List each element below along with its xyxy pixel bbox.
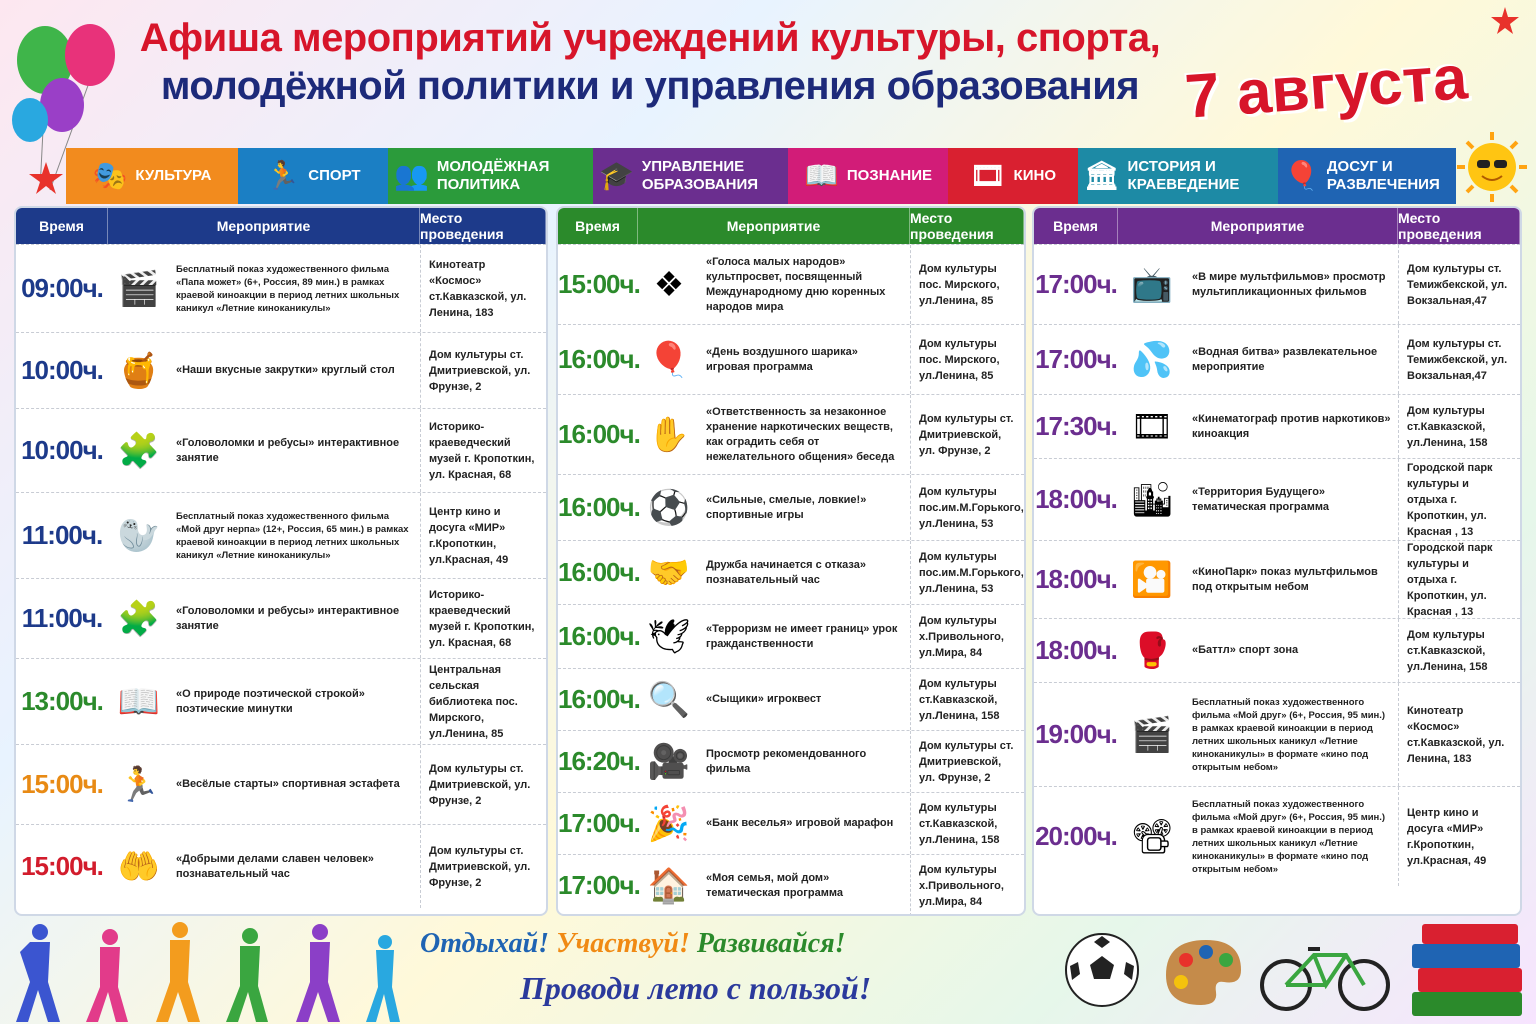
graduation-cap-icon: 🎓 (599, 160, 634, 191)
schedule-row (1034, 618, 1520, 682)
schedule-row (16, 824, 546, 908)
header-event: Мероприятие (1118, 208, 1398, 244)
event-title: «Кинематограф против наркотиков» киноакция (1192, 412, 1391, 440)
schedule-row (1034, 682, 1520, 786)
schedule-row (1034, 244, 1520, 324)
film-projector-icon: 📽 (1130, 817, 1174, 856)
header-event: Мероприятие (108, 208, 420, 244)
slogan-line-2: Проводи лето с пользой! (520, 970, 872, 1006)
family-house-icon: 🏠 (647, 866, 691, 905)
header-place: Место проведения (910, 208, 1024, 244)
schedule-row (558, 730, 1024, 792)
event-title: «Водная битва» развлекательное мероприятие (1192, 345, 1378, 373)
event-place: Дом культуры ст.Кавказской, ул.Ленина, 158 (1398, 395, 1520, 458)
category-graduation-cap (593, 148, 788, 204)
schedule-row (558, 474, 1024, 540)
category-theater-masks (66, 148, 238, 204)
outdoor-cinema-icon: 🎦 (1130, 560, 1174, 599)
heart-hands-icon: 🤲 (117, 847, 161, 886)
jam-jars-icon: 🍯 (117, 351, 161, 390)
star-icon (28, 160, 64, 196)
category-label: СПОРТ (308, 167, 361, 184)
event-time: 16:00ч. (558, 557, 640, 587)
event-place: Дом культуры ст.Кавказской, ул.Ленина, 158 (1398, 619, 1520, 682)
event-title: Бесплатный показ художественного фильма «Мой друг» (6+, Россия, 95 мин.) в рамках краевой киноакции в период летних школьных каникул «Летние киноканикулы» в формате «кино под открытым небом» (1192, 696, 1386, 773)
event-place: Дом культуры х.Привольного, ул.Мира, 84 (910, 855, 1024, 916)
ornament-icon: ❖ (653, 265, 685, 304)
event-place: Дом культуры пос.им.М.Горького, ул.Ленина, 53 (910, 541, 1024, 604)
category-bar (66, 148, 1456, 204)
event-title: «Территория Будущего» тематическая программа (1192, 485, 1329, 513)
header-time: Время (16, 208, 108, 244)
schedule-row (558, 394, 1024, 474)
soccer-ball-icon: ⚽ (647, 488, 691, 527)
event-time: 10:00ч. (21, 435, 103, 465)
star-icon (1490, 6, 1520, 36)
event-title: Бесплатный показ художественного фильма «Мой друг нерпа» (12+, Россия, 65 мин.) в рамках краевой киноакции в период летних школьных каникул «Летние киноканикулы» (176, 510, 409, 561)
magnifier-icon: 🔍 (647, 680, 691, 719)
category-film-reel (948, 148, 1078, 204)
event-place: Дом культуры ст.Кавказской, ул.Ленина, 158 (910, 669, 1024, 730)
film-clapper-icon: 🎬 (1130, 715, 1174, 754)
event-title: «Голоса малых народов» культпросвет, посвященный Международному дню коренных народов мира (706, 255, 886, 313)
schedule-row (16, 332, 546, 408)
slogan-rest: Отдыхай! (420, 928, 550, 959)
people-icon: 👥 (394, 160, 429, 191)
event-place: Дом культуры пос. Мирского, ул.Ленина, 85 (910, 325, 1024, 394)
city-icon: 🏙 (1130, 480, 1174, 519)
event-place: Дом культуры ст. Дмитриевской, ул. Фрунзе, 2 (420, 333, 546, 408)
schedule-row (558, 792, 1024, 854)
event-place: Дом культуры ст. Дмитриевской, ул. Фрунзе, 2 (420, 825, 546, 908)
event-time: 13:00ч. (21, 686, 103, 716)
event-place: Кинотеатр «Космос» ст.Кавказской, ул. Ленина, 183 (1398, 683, 1520, 786)
handshake-icon: 🤝 (647, 553, 691, 592)
category-label: ДОСУГ И РАЗВЛЕЧЕНИЯ (1326, 158, 1440, 193)
schedule-row (558, 540, 1024, 604)
event-place: Центр кино и досуга «МИР» г.Кропоткин, ул.Красная, 49 (420, 493, 546, 578)
event-time: 19:00ч. (1035, 719, 1117, 749)
category-label: ИСТОРИЯ И КРАЕВЕДЕНИЕ (1127, 158, 1240, 193)
runners-icon: 🏃 (117, 765, 161, 804)
event-place: Дом культуры ст. Дмитриевской, ул. Фрунзе, 2 (910, 395, 1024, 474)
schedule-row (558, 324, 1024, 394)
event-title: «Добрыми делами славен человек» познавательный час (176, 852, 374, 880)
category-people (388, 148, 593, 204)
event-time: 11:00ч. (21, 603, 103, 633)
schedule-column-3 (1032, 206, 1522, 916)
schedule-row (16, 408, 546, 492)
event-place: Центральная сельская библиотека пос. Мирского, ул.Ленина, 85 (420, 659, 546, 744)
category-label: КИНО (1013, 167, 1056, 184)
column-header (558, 208, 1024, 244)
books-stack-icon (1408, 922, 1528, 1022)
event-place: Историко-краеведческий музей г. Кропоткин, ул. Красная, 68 (420, 409, 546, 492)
bicycle-icon (1256, 935, 1396, 1015)
film-strip-icon: 🎞 (1130, 407, 1174, 446)
event-place: Дом культуры ст. Темижбекской, ул. Вокзальная,47 (1398, 325, 1520, 394)
slogan-line-1 (420, 928, 846, 960)
header-time: Время (558, 208, 638, 244)
category-book (788, 148, 948, 204)
header-time: Время (1034, 208, 1118, 244)
event-place: Дом культуры х.Привольного, ул.Мира, 84 (910, 605, 1024, 668)
event-time: 20:00ч. (1035, 821, 1117, 851)
event-place: Дом культуры ст. Дмитриевской, ул. Фрунзе, 2 (420, 745, 546, 824)
party-popper-icon: 🎉 (647, 804, 691, 843)
event-place: Городской парк культуры и отдыха г. Кропоткин, ул. Красная , 13 (1398, 541, 1520, 618)
category-label: КУЛЬТУРА (135, 167, 212, 184)
category-label: ПОЗНАНИЕ (846, 167, 932, 184)
event-time: 16:00ч. (558, 419, 640, 449)
event-place: Городской парк культуры и отдыха г. Кропоткин, ул. Красная , 13 (1398, 459, 1520, 540)
sun-icon (1455, 130, 1530, 205)
dancers-silhouettes (0, 912, 420, 1024)
event-title: «Ответственность за незаконное хранение наркотических веществ, как оградить себя от нежелательного общения» беседа (706, 405, 895, 463)
category-balloons (1278, 148, 1456, 204)
column-header (16, 208, 546, 244)
event-time: 18:00ч. (1035, 564, 1117, 594)
event-title: «КиноПарк» показ мультфильмов под открытым небом (1192, 565, 1378, 593)
event-time: 15:00ч. (21, 769, 103, 799)
schedule-row (1034, 394, 1520, 458)
event-title: «Терроризм не имеет границ» урок гражданственности (706, 622, 898, 650)
event-time: 18:00ч. (1035, 635, 1117, 665)
event-time: 16:00ч. (558, 684, 640, 714)
schedule-row (1034, 458, 1520, 540)
event-title: «О природе поэтической строкой» поэтические минутки (176, 687, 365, 715)
title-line-1: Афиша мероприятий учреждений культуры, спорта, (139, 16, 1161, 60)
schedule-row (1034, 324, 1520, 394)
poster-title (130, 14, 1170, 110)
boxing-gloves-icon: 🥊 (1130, 631, 1174, 670)
schedule-row (16, 578, 546, 658)
event-title: «Сильные, смелые, ловкие!» спортивные игры (706, 493, 867, 521)
schedule-row (1034, 540, 1520, 618)
film-reel-icon: 🎞 (970, 160, 1006, 191)
balloons-icon: 🎈 (647, 340, 691, 379)
event-time: 17:00ч. (1035, 344, 1117, 374)
event-title: Бесплатный показ художественного фильма «Папа может» (6+, Россия, 89 мин.) в рамках краевой киноакции в период летних школьных каникул «Летние киноканикулы» (176, 263, 400, 314)
category-label: УПРАВЛЕНИЕ ОБРАЗОВАНИЯ (641, 158, 759, 193)
theater-masks-icon: 🎭 (92, 160, 128, 191)
schedule-row (1034, 786, 1520, 886)
event-time: 17:00ч. (558, 808, 640, 838)
movie-camera-icon: 🎥 (647, 742, 691, 781)
event-time: 10:00ч. (21, 355, 103, 385)
event-time: 17:30ч. (1035, 411, 1117, 441)
schedule-row (558, 668, 1024, 730)
event-title: «Головоломки и ребусы» интерактивное занятие (176, 604, 400, 632)
event-title: «Наши вкусные закрутки» круглый стол (176, 364, 395, 376)
puzzle-icon: 🧩 (117, 431, 161, 470)
water-splash-icon: 💦 (1130, 340, 1174, 379)
header-place: Место проведения (420, 208, 546, 244)
schedule-row (16, 244, 546, 332)
schedule-column-1 (14, 206, 548, 916)
seal-icon: 🦭 (117, 516, 161, 555)
event-place: Кинотеатр «Космос» ст.Кавказской, ул. Ленина, 183 (420, 245, 546, 332)
header-event: Мероприятие (638, 208, 910, 244)
event-place: Дом культуры ст. Темижбекской, ул. Вокзальная,47 (1398, 245, 1520, 324)
header-place: Место проведения (1398, 208, 1520, 244)
event-place: Центр кино и досуга «МИР» г.Кропоткин, ул.Красная, 49 (1398, 787, 1520, 886)
event-title: Бесплатный показ художественного фильма «Мой друг» (6+, Россия, 95 мин.) в рамках краевой киноакции в период летних школьных каникул «Летние киноканикулы» в формате «кино под открытым небом» (1192, 798, 1386, 875)
event-place: Дом культуры ст. Дмитриевской, ул. Фрунзе, 2 (910, 731, 1024, 792)
runner-icon: 🏃 (265, 160, 301, 191)
event-time: 16:00ч. (558, 344, 640, 374)
event-time: 15:00ч. (558, 269, 640, 299)
book-quill-icon: 📖 (117, 682, 161, 721)
schedule-row (16, 658, 546, 744)
museum-icon: 🏛 (1084, 160, 1120, 191)
event-title: «Сыщики» игроквест (706, 693, 822, 705)
schedule-row (558, 244, 1024, 324)
event-time: 16:20ч. (558, 746, 640, 776)
event-title: «Моя семья, мой дом» тематическая программа (706, 871, 843, 899)
event-title: «В мире мультфильмов» просмотр мультипликационных фильмов (1192, 270, 1386, 298)
puzzle-icon: 🧩 (117, 599, 161, 638)
title-line-2: молодёжной политики и управления образования (160, 64, 1140, 108)
event-title: Просмотр рекомендованного фильма (706, 747, 867, 775)
category-runner (238, 148, 388, 204)
event-title: «Баттл» спорт зона (1192, 644, 1299, 656)
schedule-row (16, 492, 546, 578)
event-time: 09:00ч. (21, 273, 103, 303)
soccer-ball-icon (1062, 930, 1142, 1010)
event-title: «День воздушного шарика» игровая программа (706, 345, 858, 373)
event-time: 17:00ч. (558, 870, 640, 900)
schedule-column-2 (556, 206, 1026, 916)
retro-tv-icon: 📺 (1130, 265, 1174, 304)
dove-icon: 🕊 (647, 617, 691, 656)
slogan-participate: Участвуй! (556, 928, 690, 959)
category-museum (1078, 148, 1278, 204)
schedule-row (558, 854, 1024, 916)
category-label: МОЛОДЁЖНАЯ ПОЛИТИКА (436, 158, 550, 193)
event-time: 11:00ч. (21, 520, 103, 550)
event-place: Дом культуры ст.Кавказской, ул.Ленина, 158 (910, 793, 1024, 854)
event-time: 15:00ч. (21, 851, 103, 881)
event-title: «Головоломки и ребусы» интерактивное занятие (176, 436, 400, 464)
event-time: 18:00ч. (1035, 484, 1117, 514)
palette-icon (1156, 930, 1246, 1010)
stop-hand-icon: ✋ (647, 415, 691, 454)
event-title: «Банк веселья» игровой марафон (706, 817, 894, 829)
book-icon: 📖 (803, 160, 839, 191)
slogan-develop: Развивайся! (696, 928, 846, 959)
schedule-row (16, 744, 546, 824)
balloons-icon: 🎈 (1284, 160, 1319, 191)
event-title: «Весёлые старты» спортивная эстафета (176, 778, 400, 790)
event-time: 17:00ч. (1035, 269, 1117, 299)
film-clapper-icon: 🎬 (117, 269, 161, 308)
event-title: Дружба начинается с отказа» познавательный час (706, 558, 866, 586)
column-header (1034, 208, 1520, 244)
event-place: Дом культуры пос.им.М.Горького, ул.Ленина, 53 (910, 475, 1024, 540)
event-time: 16:00ч. (558, 621, 640, 651)
event-place: Дом культуры пос. Мирского, ул.Ленина, 85 (910, 245, 1024, 324)
event-time: 16:00ч. (558, 492, 640, 522)
event-date: 7 августа (1182, 43, 1470, 132)
event-place: Историко-краеведческий музей г. Кропоткин, ул. Красная, 68 (420, 579, 546, 658)
schedule-row (558, 604, 1024, 668)
